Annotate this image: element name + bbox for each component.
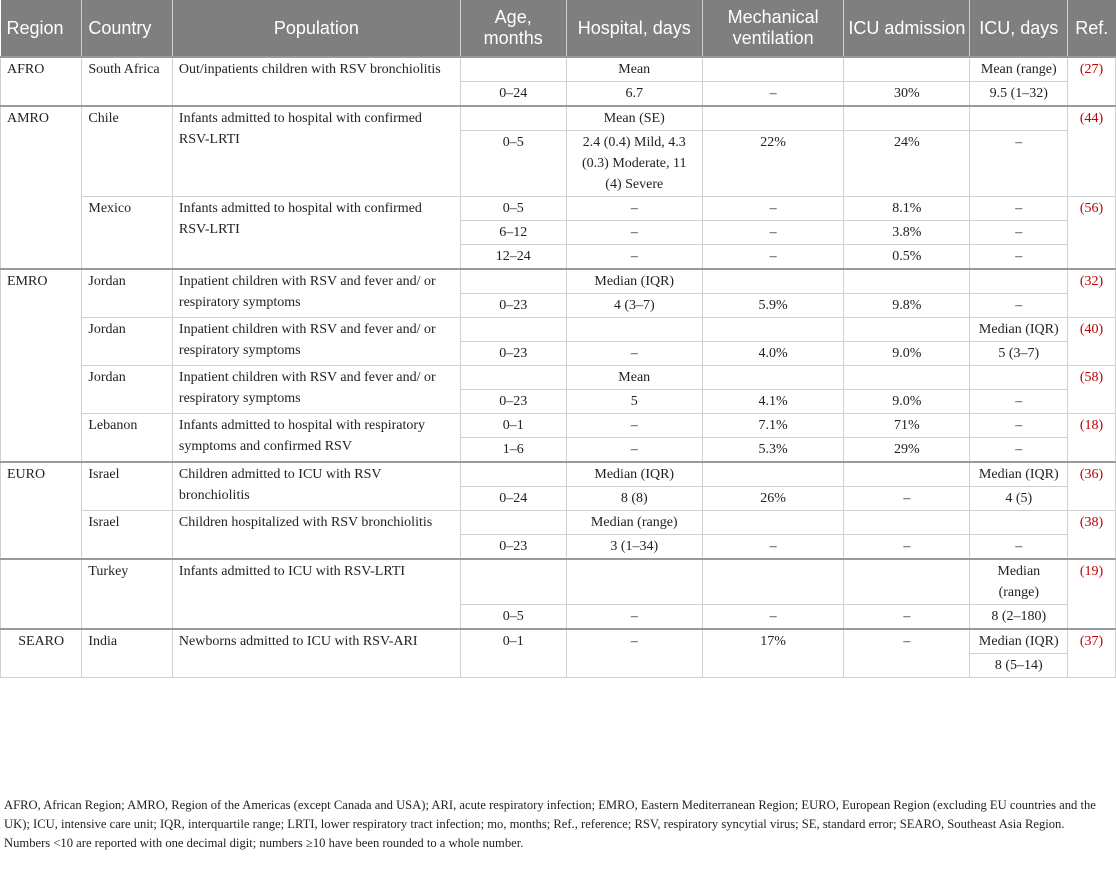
icu-admission-cell: 9.0% [844, 390, 970, 414]
age-cell: 0–5 [460, 197, 566, 221]
table-row [1, 269, 1116, 294]
ventilation-cell: 7.1% [702, 414, 843, 438]
header-row [1, 0, 1116, 57]
rounding-note: Numbers <10 are reported with one decimal digit; numbers ≥10 have been rounded to a whole number. [4, 836, 524, 850]
country-cell: Lebanon [82, 414, 173, 463]
hospital-cell: – [566, 438, 702, 463]
table-row [1, 106, 1116, 131]
icu-days-cell: – [970, 294, 1068, 318]
age-cell: 12–24 [460, 245, 566, 270]
header-icu-admission: ICU admission [844, 0, 970, 57]
age-cell: 6–12 [460, 221, 566, 245]
icu-admission-cell: 3.8% [844, 221, 970, 245]
icu-days-cell: 4 (5) [970, 487, 1068, 511]
table-row [1, 414, 1116, 438]
ventilation-cell: 17% [702, 629, 843, 678]
region-cell: EMRO [1, 269, 82, 462]
icu-days-cell: – [970, 535, 1068, 560]
icu-admission-cell: – [844, 629, 970, 678]
ventilation-cell: 5.9% [702, 294, 843, 318]
hospital-cell: 4 (3–7) [566, 294, 702, 318]
age-cell: 0–5 [460, 605, 566, 630]
age-cell: 0–1 [460, 629, 566, 678]
ventilation-cell: – [702, 245, 843, 270]
stat-label-icu: Mean (range) [970, 57, 1068, 82]
reference-link[interactable]: (32) [1068, 269, 1116, 318]
population-cell: Inpatient children with RSV and fever and/ or respiratory symptoms [172, 318, 460, 366]
stat-label-hospital: Mean [566, 366, 702, 390]
table-row [1, 57, 1116, 82]
icu-admission-cell: 8.1% [844, 197, 970, 221]
table-row [1, 366, 1116, 390]
country-cell: Israel [82, 511, 173, 560]
reference-link[interactable]: (58) [1068, 366, 1116, 414]
table-row [1, 629, 1116, 654]
header-ventilation: Mechanical ventilation [702, 0, 843, 57]
stat-label-icu: Median (range) [970, 559, 1068, 605]
icu-days-cell: – [970, 414, 1068, 438]
country-cell: Mexico [82, 197, 173, 270]
stat-label-icu: Median (IQR) [970, 462, 1068, 487]
population-cell: Children hospitalized with RSV bronchiolitis [172, 511, 460, 560]
age-cell: 0–24 [460, 487, 566, 511]
ventilation-cell: 4.1% [702, 390, 843, 414]
table-row [1, 318, 1116, 342]
reference-link[interactable]: (27) [1068, 57, 1116, 106]
stat-label-hospital: Mean (SE) [566, 106, 702, 131]
abbreviations-note: AFRO, African Region; AMRO, Region of the Americas (except Canada and USA); ARI, acute respiratory infection; EMRO, Eastern Mediterranean Region; EURO, European Region (excluding EU countries and the UK); ICU, intensive care unit; IQR, interquartile range; LRTI, lower respiratory tract infection; mo, months; Ref., reference; RSV, respiratory syncytial virus; SE, standard error; SEARO, Southeast Asia Region. [4, 798, 1096, 831]
population-cell: Infants admitted to ICU with RSV-LRTI [172, 559, 460, 629]
stat-label-hospital: Median (range) [566, 511, 702, 535]
reference-link[interactable]: (56) [1068, 197, 1116, 270]
table-row [1, 511, 1116, 535]
country-cell: South Africa [82, 57, 173, 106]
age-cell: 0–5 [460, 131, 566, 197]
age-cell: 0–23 [460, 342, 566, 366]
icu-days-cell: – [970, 438, 1068, 463]
icu-admission-cell: – [844, 605, 970, 630]
hospital-cell: – [566, 605, 702, 630]
icu-days-cell: 8 (2–180) [970, 605, 1068, 630]
stat-label-hospital: Mean [566, 57, 702, 82]
population-cell: Infants admitted to hospital with confirmed RSV-LRTI [172, 197, 460, 270]
country-cell: Israel [82, 462, 173, 511]
reference-link[interactable]: (36) [1068, 462, 1116, 511]
region-cell: SEARO [1, 629, 82, 678]
icu-days-cell: 8 (5–14) [970, 654, 1068, 678]
population-cell: Infants admitted to hospital with respiratory symptoms and confirmed RSV [172, 414, 460, 463]
header-ref: Ref. [1068, 0, 1116, 57]
hospital-cell: – [566, 221, 702, 245]
icu-admission-cell: 71% [844, 414, 970, 438]
age-cell: 1–6 [460, 438, 566, 463]
region-cell: EURO [1, 462, 82, 559]
region-cell: AMRO [1, 106, 82, 269]
ventilation-cell: – [702, 535, 843, 560]
country-cell: Jordan [82, 366, 173, 414]
stat-label-hospital: Median (IQR) [566, 462, 702, 487]
country-cell: Jordan [82, 318, 173, 366]
country-cell: India [82, 629, 173, 678]
icu-days-cell: 9.5 (1–32) [970, 82, 1068, 107]
population-cell: Children admitted to ICU with RSV bronchiolitis [172, 462, 460, 511]
hospital-cell: 6.7 [566, 82, 702, 107]
icu-admission-cell: – [844, 535, 970, 560]
ventilation-cell: – [702, 82, 843, 107]
country-cell: Turkey [82, 559, 173, 629]
hospital-cell: 8 (8) [566, 487, 702, 511]
stat-label-icu: Median (IQR) [970, 318, 1068, 342]
icu-days-cell: – [970, 245, 1068, 270]
population-cell: Infants admitted to hospital with confirmed RSV-LRTI [172, 106, 460, 197]
reference-link[interactable]: (19) [1068, 559, 1116, 629]
stat-label-hospital: Median (IQR) [566, 269, 702, 294]
table-row [1, 462, 1116, 487]
icu-admission-cell: 9.8% [844, 294, 970, 318]
reference-link[interactable]: (40) [1068, 318, 1116, 366]
header-hospital: Hospital, days [566, 0, 702, 57]
age-cell: 0–24 [460, 82, 566, 107]
population-cell: Inpatient children with RSV and fever and/ or respiratory symptoms [172, 269, 460, 318]
header-population: Population [172, 0, 460, 57]
table-row [1, 559, 1116, 605]
ventilation-cell: 26% [702, 487, 843, 511]
icu-admission-cell: 24% [844, 131, 970, 197]
age-cell: 0–23 [460, 390, 566, 414]
icu-days-cell: – [970, 197, 1068, 221]
reference-link[interactable]: (18) [1068, 414, 1116, 463]
age-cell: 0–1 [460, 414, 566, 438]
hospital-cell: – [566, 245, 702, 270]
hospital-cell: – [566, 342, 702, 366]
hospital-cell: 2.4 (0.4) Mild, 4.3 (0.3) Moderate, 11 (4) Severe [566, 131, 702, 197]
icu-admission-cell: 9.0% [844, 342, 970, 366]
population-cell: Newborns admitted to ICU with RSV-ARI [172, 629, 460, 678]
age-cell: 0–23 [460, 294, 566, 318]
icu-admission-cell: 30% [844, 82, 970, 107]
region-cell: AFRO [1, 57, 82, 106]
hospital-cell: – [566, 629, 702, 678]
hospital-cell: 5 [566, 390, 702, 414]
icu-days-cell: – [970, 131, 1068, 197]
header-country: Country [82, 0, 173, 57]
header-age: Age, months [460, 0, 566, 57]
age-cell: 0–23 [460, 535, 566, 560]
header-region: Region [1, 0, 82, 57]
reference-link[interactable]: (37) [1068, 629, 1116, 678]
ventilation-cell: 4.0% [702, 342, 843, 366]
region-cell [1, 559, 82, 629]
population-cell: Inpatient children with RSV and fever and/ or respiratory symptoms [172, 366, 460, 414]
hospital-cell: – [566, 414, 702, 438]
ventilation-cell: 5.3% [702, 438, 843, 463]
icu-admission-cell: 0.5% [844, 245, 970, 270]
header-icu-days: ICU, days [970, 0, 1068, 57]
icu-days-cell: – [970, 221, 1068, 245]
icu-admission-cell: 29% [844, 438, 970, 463]
country-cell: Chile [82, 106, 173, 197]
reference-link[interactable]: (38) [1068, 511, 1116, 560]
icu-days-cell: – [970, 390, 1068, 414]
stat-label-icu: Median (IQR) [970, 629, 1068, 654]
ventilation-cell: – [702, 197, 843, 221]
hospital-cell: 3 (1–34) [566, 535, 702, 560]
ventilation-cell: – [702, 605, 843, 630]
table-row [1, 197, 1116, 221]
ventilation-cell: 22% [702, 131, 843, 197]
hospital-cell: – [566, 197, 702, 221]
population-cell: Out/inpatients children with RSV bronchiolitis [172, 57, 460, 106]
icu-admission-cell: – [844, 487, 970, 511]
ventilation-cell: – [702, 221, 843, 245]
reference-link[interactable]: (44) [1068, 106, 1116, 197]
table-footnotes [4, 796, 1112, 853]
country-cell: Jordan [82, 269, 173, 318]
icu-days-cell: 5 (3–7) [970, 342, 1068, 366]
